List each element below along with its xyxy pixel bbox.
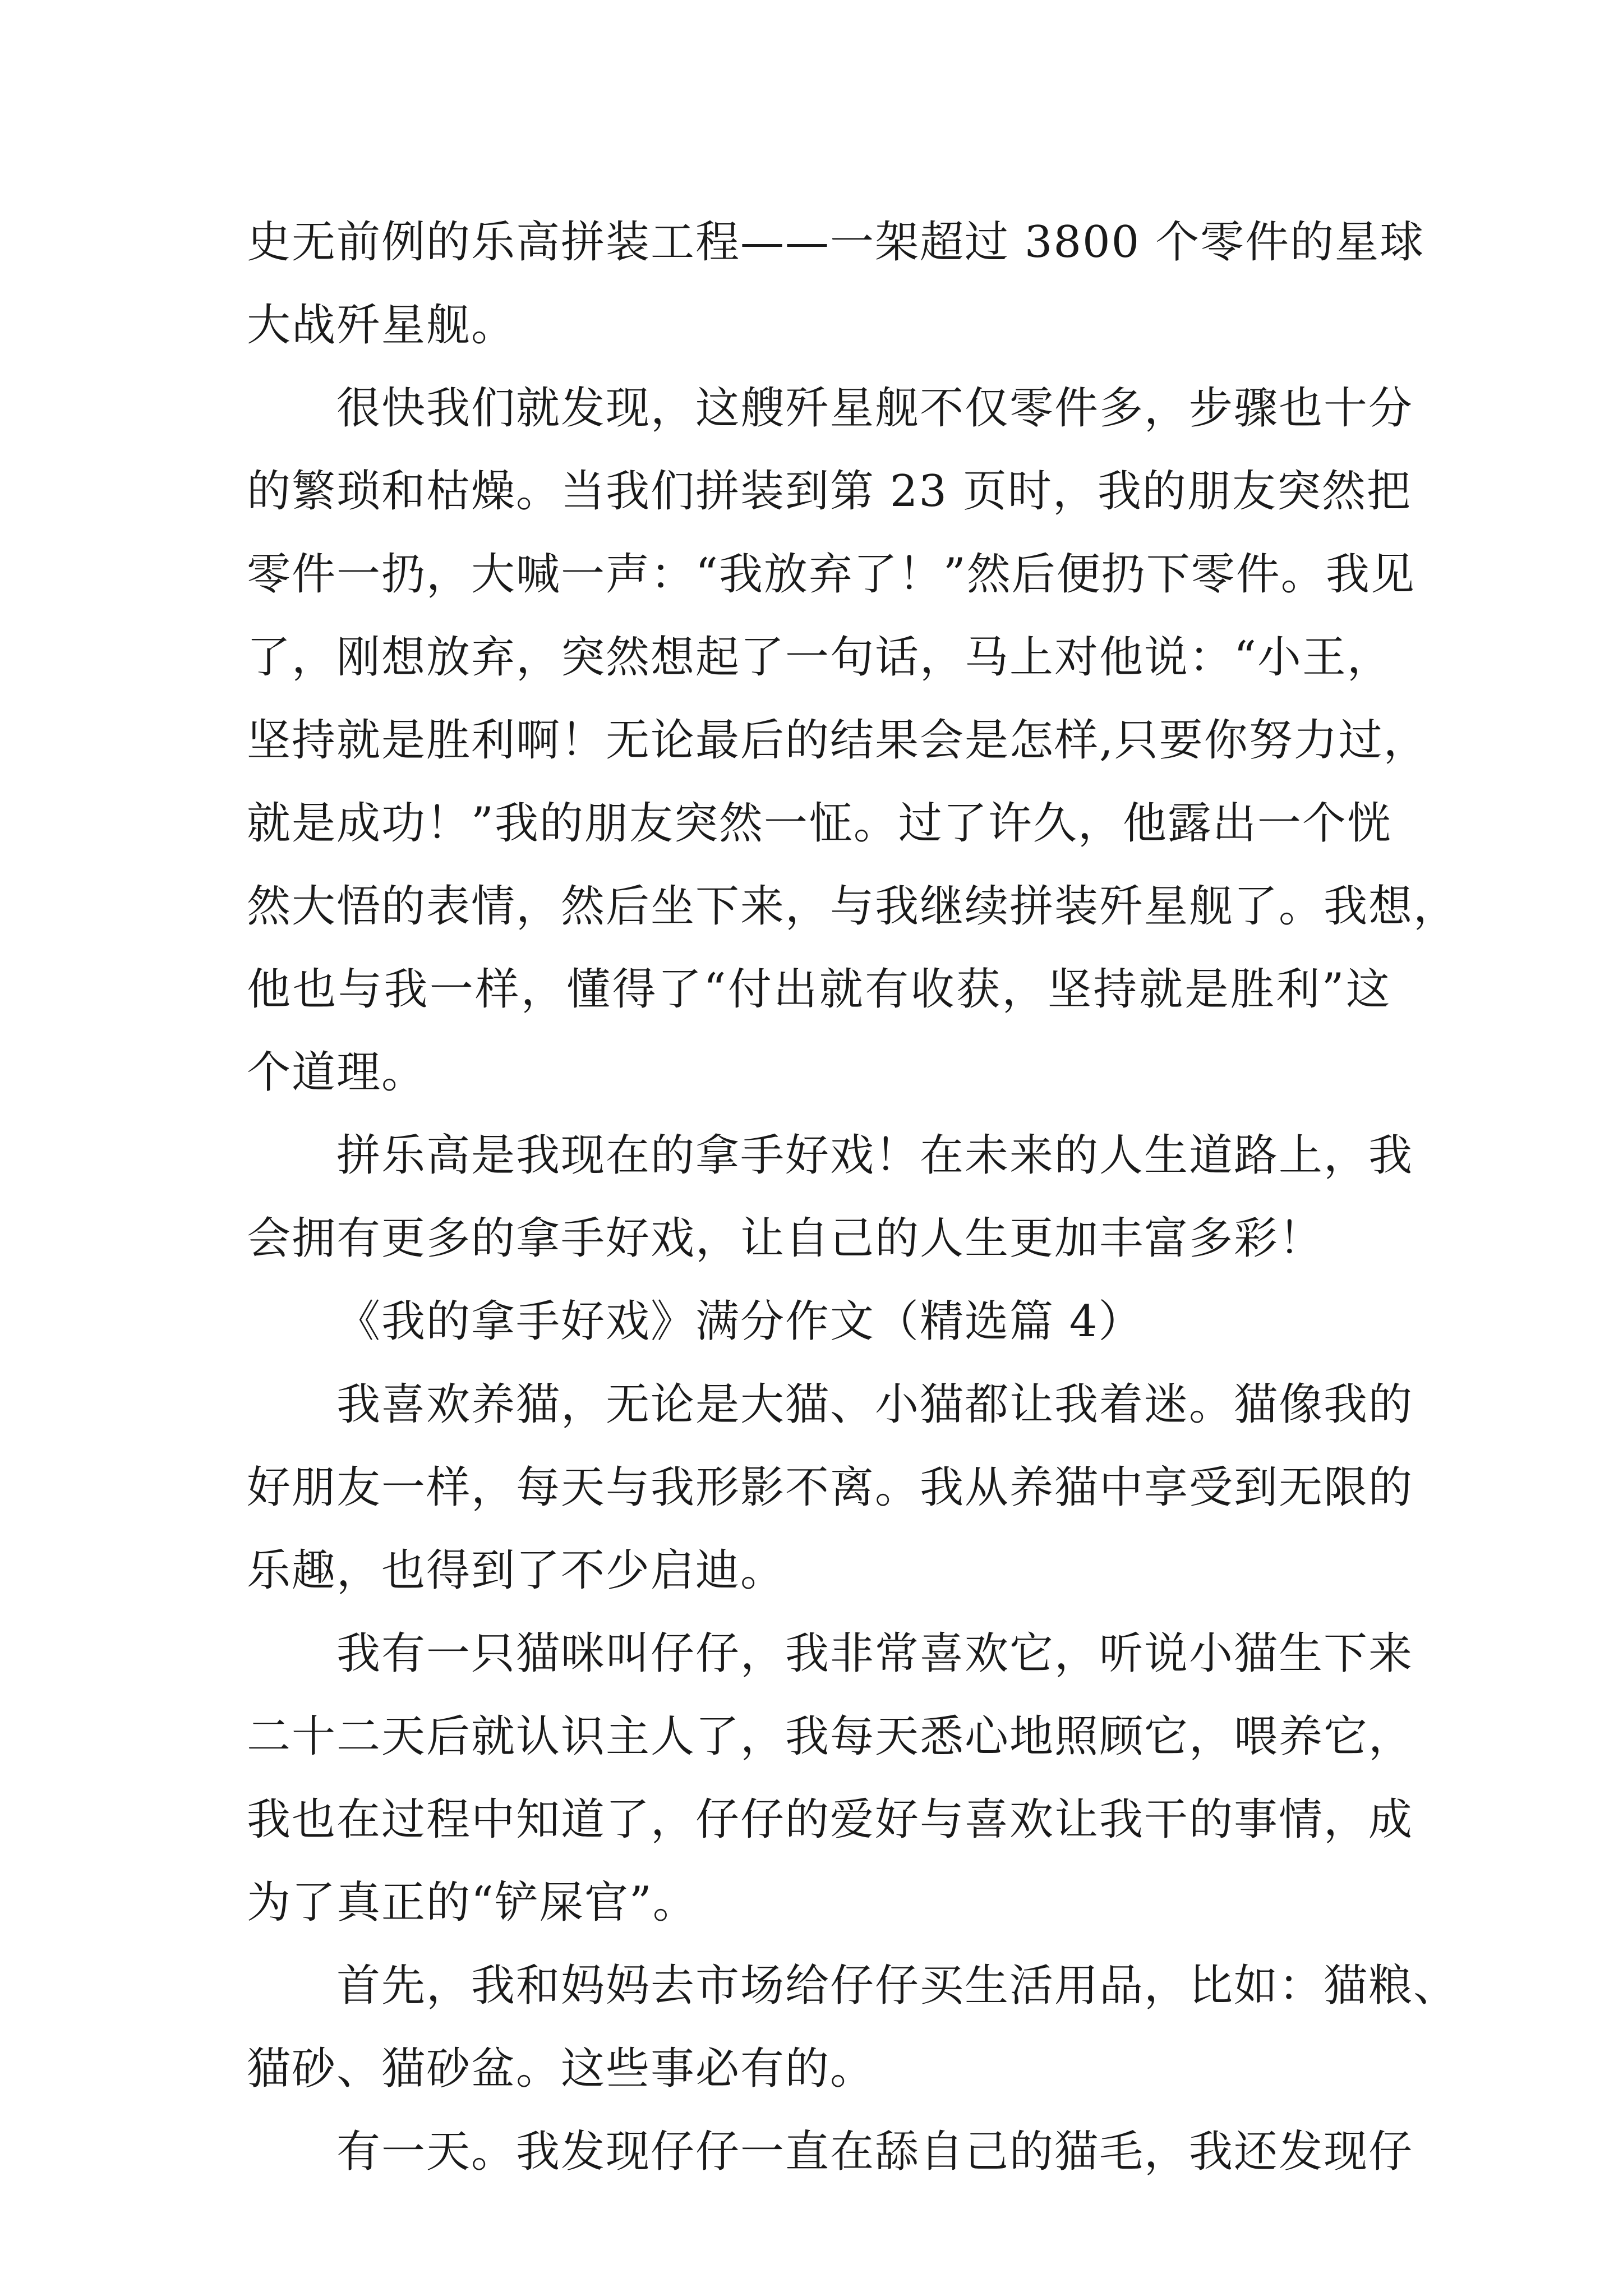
text-line: 史无前例的乐高拼装工程——一架超过 3800 个零件的星球 (247, 217, 1425, 268)
text-line: 零件一扔，大喊一声：“我放弃了！”然后便扔下零件。我见 (247, 549, 1415, 600)
text-line: 好朋友一样，每天与我形影不离。我从养猫中享受到无限的 (247, 1462, 1414, 1513)
text-line: 会拥有更多的拿手好戏，让自己的人生更加丰富多彩！ (247, 1213, 1324, 1264)
text-line: 有一天。我发现仔仔一直在舔自己的猫毛，我还发现仔 (336, 2127, 1414, 2177)
text-line: 了，刚想放弃，突然想起了一句话，马上对他说：“小王， (247, 632, 1392, 683)
essay-body (247, 201, 1459, 2193)
text-line: 乐趣，也得到了不少启迪。 (247, 1545, 786, 1596)
text-line: 的繁琐和枯燥。当我们拼装到第 23 页时，我的朋友突然把 (247, 466, 1412, 517)
text-line: 大战歼星舰。 (247, 300, 517, 351)
text-line: 他也与我一样，懂得了“付出就有收获，坚持就是胜利”这 (247, 964, 1391, 1015)
text-line: 坚持就是胜利啊！无论最后的结果会是怎样,只要你努力过， (247, 715, 1428, 766)
text-line: 然大悟的表情，然后坐下来，与我继续拼装歼星舰了。我想， (247, 881, 1459, 932)
text-line: 我也在过程中知道了，仔仔的爱好与喜欢让我干的事情，成 (247, 1795, 1414, 1845)
text-line: 我有一只猫咪叫仔仔，我非常喜欢它，听说小猫生下来 (336, 1628, 1414, 1679)
text-line: 个道理。 (247, 1047, 427, 1098)
text-line: 首先，我和妈妈去市场给仔仔买生活用品，比如：猫粮、 (336, 1961, 1459, 2011)
section-heading: 《我的拿手好戏》满分作文（精选篇 4） (336, 1296, 1144, 1347)
text-line: 我喜欢养猫，无论是大猫、小猫都让我着迷。猫像我的 (336, 1379, 1414, 1430)
text-line: 为了真正的“铲屎官”。 (247, 1878, 698, 1928)
text-line: 二十二天后就认识主人了，我每天悉心地照顾它，喂养它， (247, 1711, 1414, 1762)
text-line: 很快我们就发现，这艘歼星舰不仅零件多，步骤也十分 (336, 383, 1414, 434)
text-line: 拼乐高是我现在的拿手好戏！在未来的人生道路上，我 (336, 1130, 1414, 1181)
text-line: 就是成功！”我的朋友突然一怔。过了许久，他露出一个恍 (247, 798, 1392, 849)
text-line: 猫砂、猫砂盆。这些事必有的。 (247, 2044, 875, 2094)
